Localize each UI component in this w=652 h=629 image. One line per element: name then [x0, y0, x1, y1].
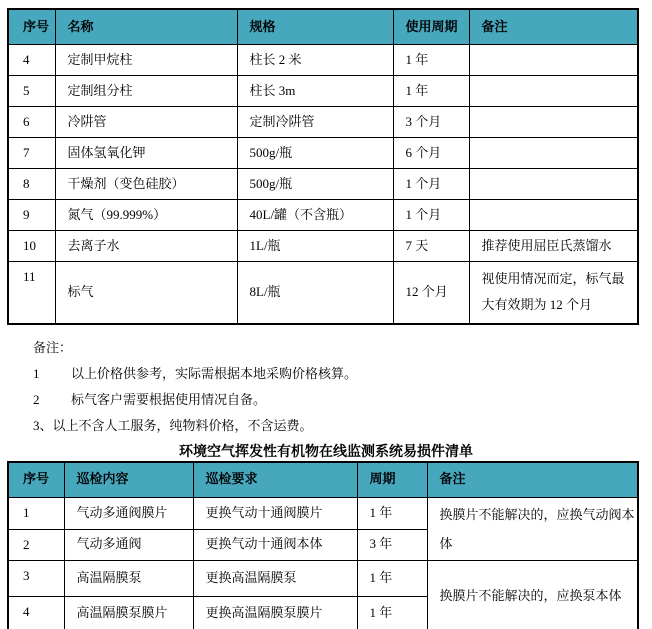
cell-cycle: 1 年 — [393, 76, 469, 107]
col-header-cycle: 使用周期 — [393, 9, 469, 45]
table-row — [8, 231, 638, 262]
table-header-row — [8, 9, 638, 45]
cell-cycle: 7 天 — [393, 231, 469, 262]
table-row — [8, 497, 638, 530]
col-header-content: 巡检内容 — [64, 462, 193, 498]
cell-cycle: 3 个月 — [393, 107, 469, 138]
cell-requirement: 更换高温隔膜泵 — [193, 560, 357, 596]
cell-spec: 定制冷阱管 — [237, 107, 393, 138]
cell-name: 氮气（99.999%） — [55, 200, 237, 231]
note-item — [33, 413, 652, 439]
cell-remark — [469, 107, 638, 138]
table-row — [8, 45, 638, 76]
cell-index: 1 — [8, 497, 64, 530]
cell-remark-merged: 换膜片不能解决的，应换泵本体 — [427, 560, 638, 629]
col-header-name: 名称 — [55, 9, 237, 45]
note-text: 以上价格供参考，实际需根据本地采购价格核算。 — [71, 365, 358, 381]
cell-remark — [469, 200, 638, 231]
cell-index: 9 — [8, 200, 55, 231]
wearing-parts-table-title: 环境空气挥发性有机物在线监测系统易损件清单 — [179, 442, 473, 459]
inspection-table — [7, 461, 639, 629]
table-row — [8, 200, 638, 231]
cell-name: 定制组分柱 — [55, 76, 237, 107]
cell-index: 4 — [8, 596, 64, 629]
cell-content: 高温隔膜泵 — [64, 560, 193, 596]
cell-index: 8 — [8, 169, 55, 200]
cell-remark: 推荐使用屈臣氏蒸馏水 — [469, 231, 638, 262]
cell-remark: 视使用情况而定，标气最大有效期为 12 个月 — [469, 262, 638, 324]
note-number: 2 — [33, 391, 40, 407]
cell-spec: 500g/瓶 — [237, 169, 393, 200]
table-row — [8, 560, 638, 596]
cell-remark — [469, 45, 638, 76]
table-row — [8, 138, 638, 169]
cell-spec: 柱长 3m — [237, 76, 393, 107]
col-header-remark: 备注 — [469, 9, 638, 45]
cell-name: 去离子水 — [55, 231, 237, 262]
cell-name: 固体氢氧化钾 — [55, 138, 237, 169]
col-header-index: 序号 — [8, 462, 64, 498]
cell-cycle: 1 年 — [357, 497, 427, 530]
cell-cycle: 1 年 — [357, 596, 427, 629]
note-item — [33, 387, 652, 413]
col-header-cycle: 周期 — [357, 462, 427, 498]
cell-spec: 柱长 2 米 — [237, 45, 393, 76]
cell-cycle: 3 年 — [357, 530, 427, 560]
cell-remark — [469, 169, 638, 200]
table-header-row — [8, 462, 638, 498]
col-header-index: 序号 — [8, 9, 55, 45]
cell-cycle: 12 个月 — [393, 262, 469, 324]
table-row — [8, 262, 638, 324]
cell-requirement: 更换高温隔膜泵膜片 — [193, 596, 357, 629]
cell-spec: 1L/瓶 — [237, 231, 393, 262]
cell-index: 5 — [8, 76, 55, 107]
cell-content: 气动多通阀膜片 — [64, 497, 193, 530]
cell-requirement: 更换气动十通阀本体 — [193, 530, 357, 560]
cell-index: 7 — [8, 138, 55, 169]
cell-name: 干燥剂（变色硅胶） — [55, 169, 237, 200]
cell-name: 标气 — [55, 262, 237, 324]
note-item — [33, 361, 652, 387]
cell-cycle: 1 个月 — [393, 200, 469, 231]
note-number: 1 — [33, 365, 40, 381]
cell-index: 4 — [8, 45, 55, 76]
cell-requirement: 更换气动十通阀膜片 — [193, 497, 357, 530]
cell-cycle: 1 年 — [393, 45, 469, 76]
consumables-table — [7, 8, 639, 325]
cell-content: 高温隔膜泵膜片 — [64, 596, 193, 629]
col-header-spec: 规格 — [237, 9, 393, 45]
cell-index: 11 — [8, 262, 55, 324]
cell-index: 2 — [8, 530, 64, 560]
notes-label: 备注： — [33, 339, 73, 355]
cell-spec: 40L/罐（不含瓶） — [237, 200, 393, 231]
cell-remark-merged: 换膜片不能解决的，应换气动阀本体 — [427, 497, 638, 560]
note-text: 以上不含人工服务，纯物料价格，不含运费。 — [52, 417, 313, 433]
cell-index: 3 — [8, 560, 64, 596]
col-header-requirement: 巡检要求 — [193, 462, 357, 498]
cell-cycle: 6 个月 — [393, 138, 469, 169]
cell-content: 气动多通阀 — [64, 530, 193, 560]
notes-section — [33, 335, 652, 439]
cell-name: 冷阱管 — [55, 107, 237, 138]
col-header-remark: 备注 — [427, 462, 638, 498]
table-row — [8, 169, 638, 200]
cell-spec: 500g/瓶 — [237, 138, 393, 169]
cell-remark — [469, 138, 638, 169]
note-text: 标气客户需要根据使用情况自备。 — [71, 391, 267, 407]
cell-cycle: 1 个月 — [393, 169, 469, 200]
cell-name: 定制甲烷柱 — [55, 45, 237, 76]
table-row — [8, 107, 638, 138]
table-row — [8, 76, 638, 107]
note-number: 3、 — [33, 417, 53, 433]
cell-remark — [469, 76, 638, 107]
cell-index: 10 — [8, 231, 55, 262]
cell-index: 6 — [8, 107, 55, 138]
cell-spec: 8L/瓶 — [237, 262, 393, 324]
cell-cycle: 1 年 — [357, 560, 427, 596]
